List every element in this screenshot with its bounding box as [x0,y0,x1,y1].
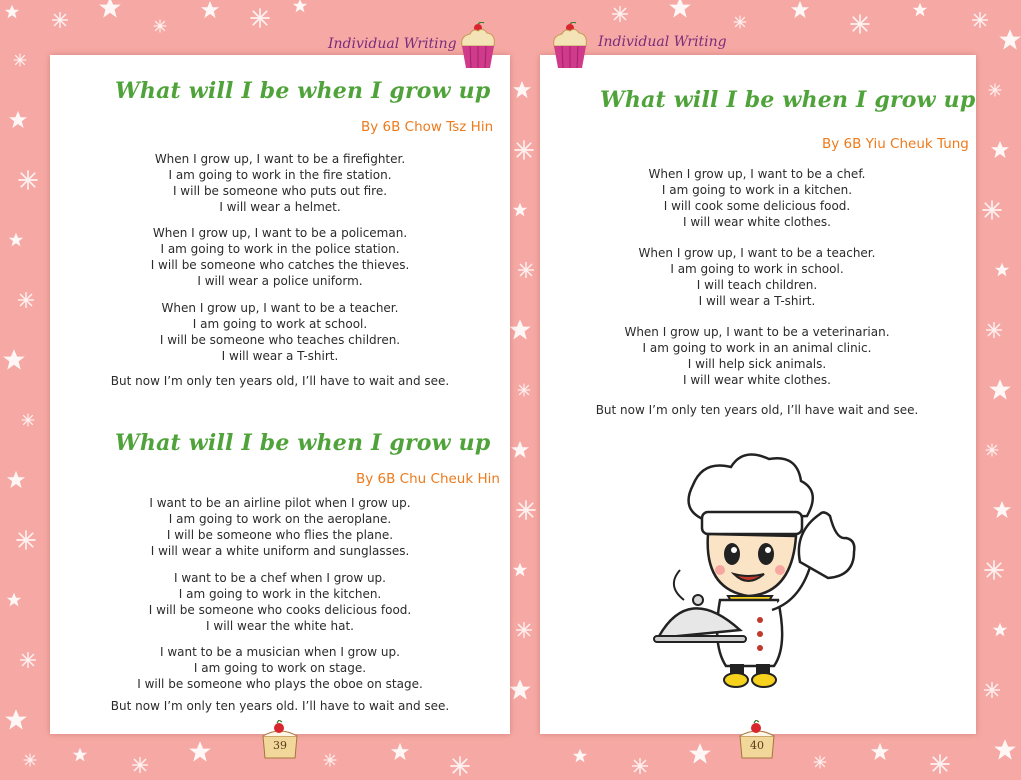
star-icon [9,233,23,247]
star-icon [391,743,409,760]
poem-line: When I grow up, I want to be a teacher. [161,301,399,315]
snowflake-icon [52,12,68,28]
page-number-left: 39 [273,739,287,752]
poem-line: I am going to work in the police station. [160,242,400,256]
star-icon [509,679,531,699]
poem-line: When I grow up, I want to be a firefighter. [154,152,406,166]
poem-line: I will wear a white uniform and sunglasses. [150,544,410,558]
snowflake-icon [814,756,827,769]
star-icon [511,441,529,458]
snowflake-icon [450,756,469,775]
poem-line: I am going to work in an animal clinic. [642,341,872,355]
snowflake-icon [16,530,35,549]
chef-illustration [650,450,865,690]
page-number-badge-right [736,720,778,760]
cupcake-icon [456,22,500,70]
poem2-stanza-1 [110,495,450,559]
poem-line: I will be someone who plays the oboe on stage. [137,677,423,691]
snowflake-icon [850,14,869,33]
snowflake-icon [518,262,534,278]
star-icon [189,741,211,761]
poem1-title: What will I be when I grow up [115,78,491,104]
snowflake-icon [930,754,949,773]
star-icon [513,81,531,98]
page-number-badge-left [259,720,301,760]
snowflake-icon [514,140,533,159]
poem-line: I will help sick animals. [687,357,827,371]
snowflake-icon [154,20,167,33]
poem2-title: What will I be when I grow up [115,430,491,456]
snowflake-icon [984,682,1000,698]
snowflake-icon [22,414,35,427]
snowflake-icon [986,444,999,457]
snowflake-icon [516,622,532,638]
star-icon [689,743,711,763]
poem-line: I want to be a chef when I grow up. [174,571,386,585]
poem-line: I will wear the white hat. [206,619,354,633]
poem1-closing: But now I’m only ten years old, I’ll have to wait and see. [110,374,450,388]
snowflake-icon [18,292,34,308]
poem-line: I am going to work in the kitchen. [178,587,382,601]
poem3-author: By 6B Yiu Cheuk Tung [822,136,969,152]
snowflake-icon [734,16,747,29]
star-icon [513,563,527,577]
poem-line: I will wear white clothes. [683,215,831,229]
star-icon [989,379,1011,399]
poem-line: I will wear a police uniform. [197,274,363,288]
star-icon [5,709,27,729]
poem-line: I will teach children. [696,278,818,292]
cupcake-icon [548,22,592,70]
star-icon [669,0,691,18]
poem-line: I am going to work on the aeroplane. [168,512,392,526]
poem-line: I will be someone who teaches children. [159,333,401,347]
snowflake-icon [324,754,337,767]
poem-line: I will wear a T-shirt. [221,349,339,363]
poem2-closing: But now I’m only ten years old. I’ll have to wait and see. [110,699,450,713]
poem-line: I want to be a musician when I grow up. [160,645,400,659]
star-icon [993,623,1007,637]
poem-line: I am going to work at school. [192,317,368,331]
poem-line: I am going to work in the fire station. [168,168,392,182]
poem3-stanza-2 [597,245,917,309]
poem2-stanza-3 [110,644,450,692]
poem-line: I will be someone who flies the plane. [166,528,394,542]
poem-line: I will cook some delicious food. [663,199,851,213]
snowflake-icon [18,170,37,189]
star-icon [994,739,1016,759]
star-icon [573,749,587,763]
snowflake-icon [518,384,531,397]
poem-line: When I grow up, I want to be a policeman. [152,226,408,240]
star-icon [5,5,19,19]
star-icon [871,743,889,760]
snowflake-icon [982,200,1001,219]
star-icon [73,748,87,762]
poem1-stanza-1 [120,151,440,215]
snowflake-icon [612,6,628,22]
snowflake-icon [972,12,988,28]
poem-line: I am going to work on stage. [193,661,367,675]
star-icon [913,3,927,17]
star-icon [991,141,1009,158]
poem-line: I will be someone who puts out fire. [172,184,388,198]
star-icon [999,29,1021,49]
star-icon [7,471,25,488]
star-icon [513,203,527,217]
poem-line: I will be someone who catches the thieves. [150,258,410,272]
star-icon [993,501,1011,518]
star-icon [3,349,25,369]
poem3-stanza-3 [597,324,917,388]
snowflake-icon [984,560,1003,579]
poem-line: I will wear white clothes. [683,373,831,387]
snowflake-icon [516,500,535,519]
poem-line: When I grow up, I want to be a teacher. [638,246,876,260]
snowflake-icon [989,84,1002,97]
poem3-closing: But now I’m only ten years old, I’ll have wait and see. [595,403,919,417]
poem-line: I will wear a helmet. [219,200,341,214]
poem1-stanza-2 [120,225,440,289]
poem-line: I am going to work in a kitchen. [661,183,853,197]
star-icon [293,0,307,12]
poem-line: I am going to work in school. [670,262,844,276]
star-icon [99,0,121,18]
star-icon [995,263,1009,277]
poem3-title: What will I be when I grow up [600,87,976,113]
poem2-author: By 6B Chu Cheuk Hin [356,471,500,487]
snowflake-icon [14,54,27,67]
poem-line: I will wear a T-shirt. [698,294,816,308]
star-icon [201,1,219,18]
snowflake-icon [24,754,37,767]
poem-line: When I grow up, I want to be a veterinarian. [624,325,890,339]
poem3-stanza-1 [597,166,917,230]
star-icon [791,1,809,18]
poem1-stanza-3 [120,300,440,364]
poem-line: I want to be an airline pilot when I grow up. [149,496,411,510]
star-icon [9,111,27,128]
snowflake-icon [632,758,648,774]
poem1-author: By 6B Chow Tsz Hin [361,119,494,135]
left-section-header: Individual Writing [328,36,457,52]
snowflake-icon [250,8,269,27]
poem2-stanza-2 [110,570,450,634]
right-section-header: Individual Writing [598,34,727,50]
page-number-right: 40 [750,739,764,752]
snowflake-icon [986,322,1002,338]
snowflake-icon [132,757,148,773]
snowflake-icon [20,652,36,668]
star-icon [7,593,21,607]
poem-line: I will be someone who cooks delicious food. [148,603,412,617]
star-icon [509,319,531,339]
poem-line: When I grow up, I want to be a chef. [648,167,866,181]
